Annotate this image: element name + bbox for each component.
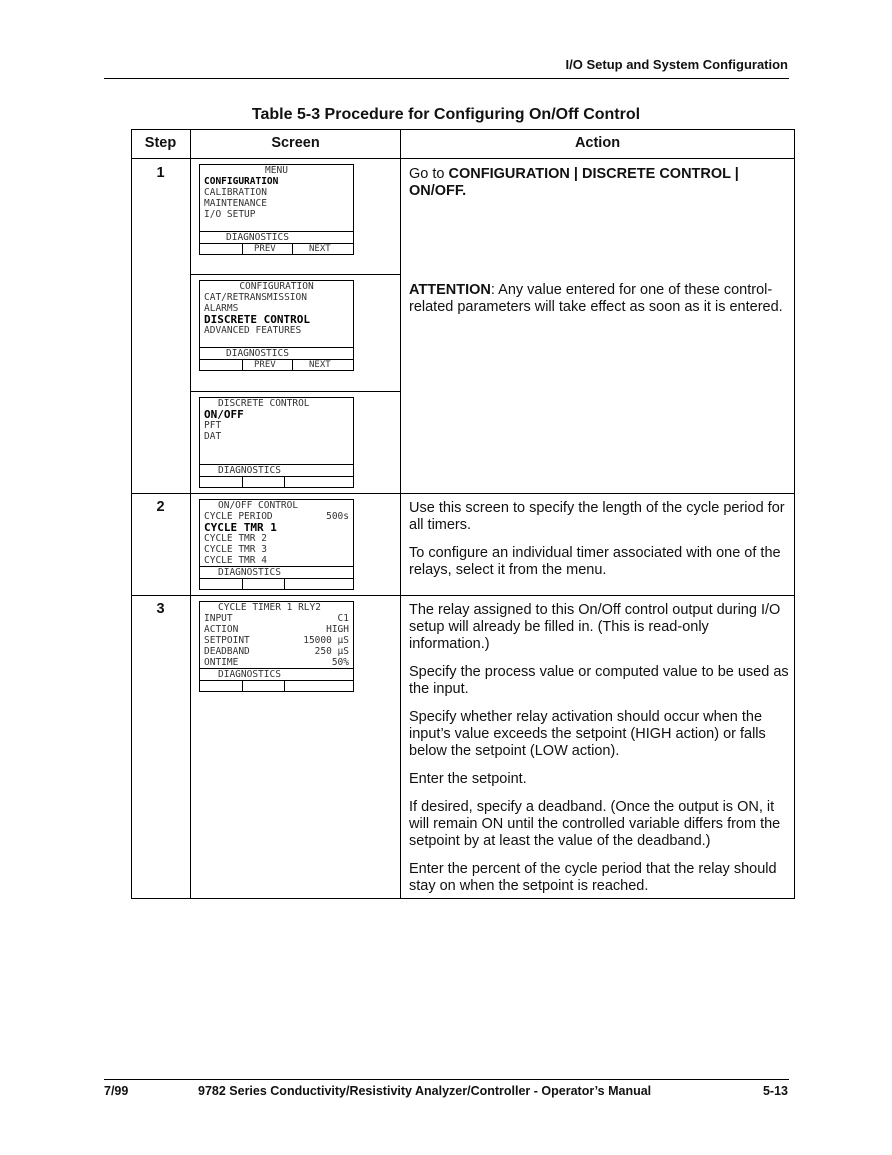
softkey-divider bbox=[242, 579, 243, 589]
softkey-divider bbox=[284, 579, 285, 589]
softkey-divider bbox=[292, 244, 293, 254]
footer-page-number: 5-13 bbox=[762, 1084, 788, 1098]
lcd-param-label: ACTION bbox=[204, 624, 239, 635]
row-divider-step3 bbox=[131, 595, 795, 596]
step2-paragraph: Use this screen to specify the length of the cycle period for all timers. bbox=[409, 500, 785, 533]
step3-paragraph: Specify the process value or computed value to be used as the input. bbox=[409, 664, 789, 697]
softkey-divider bbox=[284, 681, 285, 691]
lcd-param-value: 50% bbox=[331, 657, 349, 668]
softkey-prev-label: PREV bbox=[254, 244, 276, 254]
column-header-step: Step bbox=[144, 135, 177, 151]
lcd-menu-item: I/O SETUP bbox=[204, 209, 256, 220]
lcd-blank-line bbox=[200, 336, 353, 347]
lcd-title: MENU bbox=[265, 165, 288, 176]
header-rule bbox=[104, 78, 789, 79]
step3-paragraph: Enter the percent of the cycle period that the relay should stay on when the setpoint is reached. bbox=[409, 861, 777, 894]
lcd-diagnostics-bar: DIAGNOSTICS bbox=[200, 347, 353, 359]
softkey-next-label: NEXT bbox=[309, 360, 331, 370]
lcd-onoff-control-screen bbox=[199, 499, 354, 590]
footer-rule bbox=[104, 1079, 789, 1080]
header-row-divider bbox=[131, 158, 795, 159]
lcd-cycle-period-row bbox=[200, 511, 353, 522]
column-header-screen: Screen bbox=[271, 135, 320, 151]
table-border-top bbox=[131, 129, 795, 130]
attention-text: : Any value entered for one of these control-related parameters will take effect as soon as it is entered. bbox=[409, 282, 783, 315]
step1-goto-prefix: Go to bbox=[409, 166, 449, 182]
lcd-softkey-row bbox=[200, 476, 353, 487]
softkey-divider bbox=[284, 477, 285, 487]
lcd-param-value: 250 µS bbox=[314, 646, 349, 657]
step2-action bbox=[409, 500, 789, 590]
lcd-menu-item: CALIBRATION bbox=[204, 187, 267, 198]
lcd-param-label: INPUT bbox=[204, 613, 233, 624]
lcd-param-label: DEADBAND bbox=[204, 646, 250, 657]
attention-paragraph bbox=[409, 282, 789, 316]
step3-paragraph: If desired, specify a deadband. (Once the output is ON, it will remain ON until the controlled variable differs from the setpoint by at least the value of the deadband.) bbox=[409, 799, 781, 849]
step1-screen-divider-b bbox=[190, 391, 400, 392]
lcd-softkey-row bbox=[200, 578, 353, 589]
lcd-menu-item: CYCLE TMR 2 bbox=[204, 533, 267, 544]
lcd-configuration-screen bbox=[199, 280, 354, 371]
section-header-title: I/O Setup and System Configuration bbox=[565, 57, 788, 72]
lcd-title: CYCLE TIMER 1 RLY2 bbox=[218, 602, 321, 613]
softkey-next-label: NEXT bbox=[309, 244, 331, 254]
step1-goto-paragraph bbox=[409, 166, 789, 200]
lcd-menu-item-selected: CONFIGURATION bbox=[204, 176, 279, 187]
lcd-param-value: HIGH bbox=[326, 624, 349, 635]
step-number-2: 2 bbox=[156, 499, 165, 515]
lcd-menu-item-selected: ON/OFF bbox=[204, 409, 244, 420]
lcd-diagnostics-bar: DIAGNOSTICS bbox=[200, 231, 353, 243]
lcd-softkey-row bbox=[200, 359, 353, 370]
lcd-diagnostics-bar: DIAGNOSTICS bbox=[200, 464, 353, 476]
column-header-action: Action bbox=[574, 135, 621, 151]
lcd-param-row bbox=[200, 613, 353, 624]
lcd-menu-item-selected: DISCRETE CONTROL bbox=[204, 314, 310, 325]
lcd-param-value: 15000 µS bbox=[303, 635, 349, 646]
lcd-menu-item: ADVANCED FEATURES bbox=[204, 325, 302, 336]
softkey-prev-label: PREV bbox=[254, 360, 276, 370]
lcd-softkey-row bbox=[200, 243, 353, 254]
lcd-blank-line bbox=[200, 442, 353, 453]
lcd-title: DISCRETE CONTROL bbox=[218, 398, 310, 409]
step-number-1: 1 bbox=[156, 165, 165, 181]
lcd-softkey-row bbox=[200, 680, 353, 691]
lcd-cycle-period-label: CYCLE PERIOD bbox=[204, 511, 273, 522]
lcd-blank-line bbox=[200, 220, 353, 231]
step1-menu-path: CONFIGURATION | DISCRETE CONTROL | ON/OFF. bbox=[409, 166, 739, 199]
lcd-title: CONFIGURATION bbox=[239, 281, 314, 292]
step3-paragraph: Enter the setpoint. bbox=[409, 771, 527, 787]
step3-paragraph: Specify whether relay activation should occur when the input’s value exceeds the setpoint (HIGH action) or falls below the setpoint (LOW action). bbox=[409, 709, 766, 759]
attention-label: ATTENTION bbox=[409, 282, 491, 298]
lcd-param-value: C1 bbox=[337, 613, 349, 624]
step1-attention bbox=[409, 282, 789, 327]
lcd-menu-item-selected: CYCLE TMR 1 bbox=[204, 522, 277, 533]
footer-date: 7/99 bbox=[104, 1084, 129, 1098]
lcd-menu-item: CAT/RETRANSMISSION bbox=[204, 292, 307, 303]
step1-action bbox=[409, 166, 789, 211]
lcd-menu-screen bbox=[199, 164, 354, 255]
lcd-param-row bbox=[200, 635, 353, 646]
procedure-table bbox=[131, 129, 795, 899]
lcd-cycle-period-value: 500s bbox=[326, 511, 349, 522]
softkey-divider bbox=[242, 477, 243, 487]
lcd-menu-item: CYCLE TMR 3 bbox=[204, 544, 267, 555]
lcd-diagnostics-bar: DIAGNOSTICS bbox=[200, 668, 353, 680]
lcd-param-row bbox=[200, 624, 353, 635]
lcd-title: ON/OFF CONTROL bbox=[218, 500, 299, 511]
softkey-divider bbox=[242, 360, 243, 370]
lcd-menu-item: PFT bbox=[204, 420, 222, 431]
table-border-right bbox=[794, 129, 795, 899]
lcd-menu-item: DAT bbox=[204, 431, 222, 442]
lcd-menu-item: CYCLE TMR 4 bbox=[204, 555, 267, 566]
lcd-blank-line bbox=[200, 453, 353, 464]
lcd-param-label: SETPOINT bbox=[204, 635, 250, 646]
row-divider-step2 bbox=[131, 493, 795, 494]
lcd-cycle-timer-screen bbox=[199, 601, 354, 692]
step1-screen-divider-a bbox=[190, 274, 400, 275]
lcd-param-row bbox=[200, 657, 353, 668]
step2-paragraph: To configure an individual timer associated with one of the relays, select it from the menu. bbox=[409, 545, 781, 578]
lcd-diagnostics-bar: DIAGNOSTICS bbox=[200, 566, 353, 578]
lcd-param-label: ONTIME bbox=[204, 657, 239, 668]
step3-action bbox=[409, 602, 791, 906]
step-number-3: 3 bbox=[156, 601, 165, 617]
lcd-menu-item: MAINTENANCE bbox=[204, 198, 267, 209]
softkey-divider bbox=[292, 360, 293, 370]
softkey-divider bbox=[242, 681, 243, 691]
table-title: Table 5-3 Procedure for Configuring On/Off Control bbox=[251, 106, 641, 123]
softkey-divider bbox=[242, 244, 243, 254]
step3-paragraph: The relay assigned to this On/Off control output during I/O setup will already be filled in. (This is read-only information.) bbox=[409, 602, 781, 652]
column-divider-2 bbox=[400, 129, 401, 899]
column-divider-1 bbox=[190, 129, 191, 899]
lcd-param-row bbox=[200, 646, 353, 657]
footer-manual-title: 9782 Series Conductivity/Resistivity Analyzer/Controller - Operator’s Manual bbox=[198, 1084, 652, 1098]
lcd-menu-item: ALARMS bbox=[204, 303, 239, 314]
lcd-discrete-control-screen bbox=[199, 397, 354, 488]
